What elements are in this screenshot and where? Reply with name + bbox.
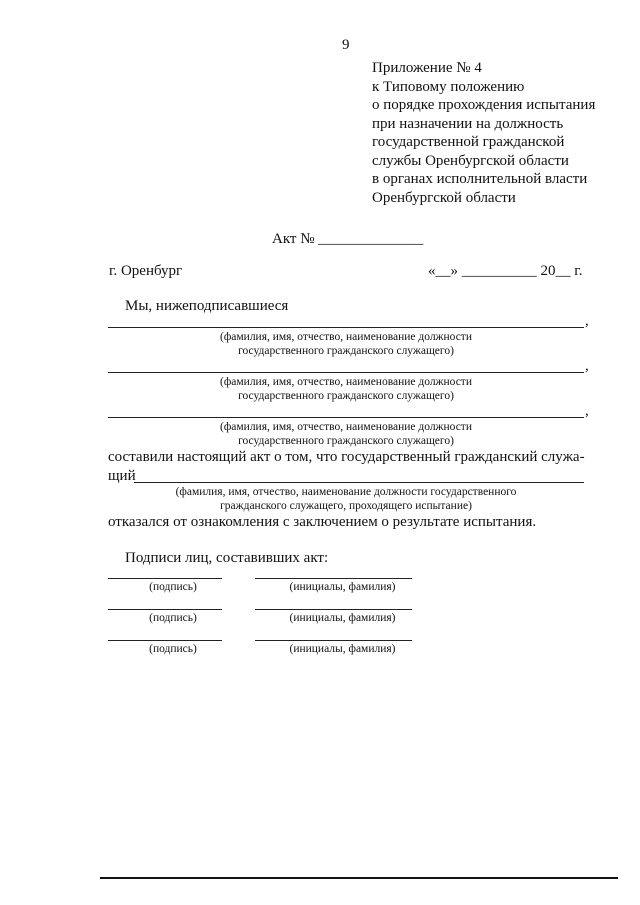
caption-line: государственного гражданского служащего) xyxy=(238,435,454,447)
refusal-text: отказался от ознакомления с заключением о результате испытания. xyxy=(108,514,537,530)
appendix-line: государственной гражданской xyxy=(372,134,565,150)
initials-caption-text: (инициалы, фамилия) xyxy=(289,581,396,593)
signature-line xyxy=(108,609,222,610)
caption-line: гражданского служащего, проходящего испытание) xyxy=(220,500,472,512)
person-1-caption xyxy=(108,330,584,358)
signature-line xyxy=(108,640,222,641)
signature-caption-text: (подпись) xyxy=(149,643,197,655)
person-2-caption xyxy=(108,375,584,403)
initials-caption xyxy=(255,580,430,594)
employee-line xyxy=(134,482,584,483)
signature-caption xyxy=(108,580,238,594)
statement-line-2: щий xyxy=(108,468,136,484)
appendix-line: Оренбургской области xyxy=(372,189,516,206)
caption-line: государственного гражданского служащего) xyxy=(238,345,454,357)
initials-caption-text: (инициалы, фамилия) xyxy=(289,643,396,655)
person-3-caption xyxy=(108,420,584,448)
employee-caption xyxy=(108,485,584,513)
signature-caption-text: (подпись) xyxy=(149,581,197,593)
statement-line-1: составили настоящий акт о том, что государственный гражданский служа- xyxy=(108,449,585,465)
bottom-rule xyxy=(100,877,618,879)
signature-caption-text: (подпись) xyxy=(149,612,197,624)
signatures-heading: Подписи лиц, составивших акт: xyxy=(125,550,329,566)
person-1-line xyxy=(108,327,584,328)
person-2-line xyxy=(108,372,584,373)
initials-line xyxy=(255,609,412,610)
date-field: «__» __________ 20__ г. xyxy=(428,263,583,279)
city: г. Оренбург xyxy=(109,263,183,279)
appendix-line: при назначении на должность xyxy=(372,115,564,132)
signature-caption xyxy=(108,611,238,625)
initials-caption xyxy=(255,611,430,625)
caption-line: (фамилия, имя, отчество, наименование должности xyxy=(220,421,472,433)
caption-line: (фамилия, имя, отчество, наименование должности государственного xyxy=(175,486,517,498)
comma: , xyxy=(585,358,589,374)
appendix-line: о порядке прохождения испытания xyxy=(372,97,596,113)
caption-line: (фамилия, имя, отчество, наименование должности xyxy=(220,331,472,343)
caption-line: (фамилия, имя, отчество, наименование должности xyxy=(220,376,472,388)
appendix-line: к Типовому положению xyxy=(372,78,525,95)
appendix-line: службы Оренбургской области xyxy=(372,152,569,169)
appendix-line: в органах исполнительной власти xyxy=(372,171,588,187)
comma: , xyxy=(585,403,589,419)
appendix-header xyxy=(372,59,595,207)
comma: , xyxy=(585,313,589,329)
caption-line: государственного гражданского служащего) xyxy=(238,390,454,402)
signature-caption xyxy=(108,642,238,656)
initials-caption xyxy=(255,642,430,656)
signature-line xyxy=(108,578,222,579)
initials-line xyxy=(255,578,412,579)
initials-caption-text: (инициалы, фамилия) xyxy=(289,612,396,624)
act-title: Акт № ______________ xyxy=(272,231,424,247)
page-number: 9 xyxy=(342,37,350,53)
appendix-line: Приложение № 4 xyxy=(372,60,482,76)
person-3-line xyxy=(108,417,584,418)
intro-text: Мы, нижеподписавшиеся xyxy=(125,298,289,314)
initials-line xyxy=(255,640,412,641)
